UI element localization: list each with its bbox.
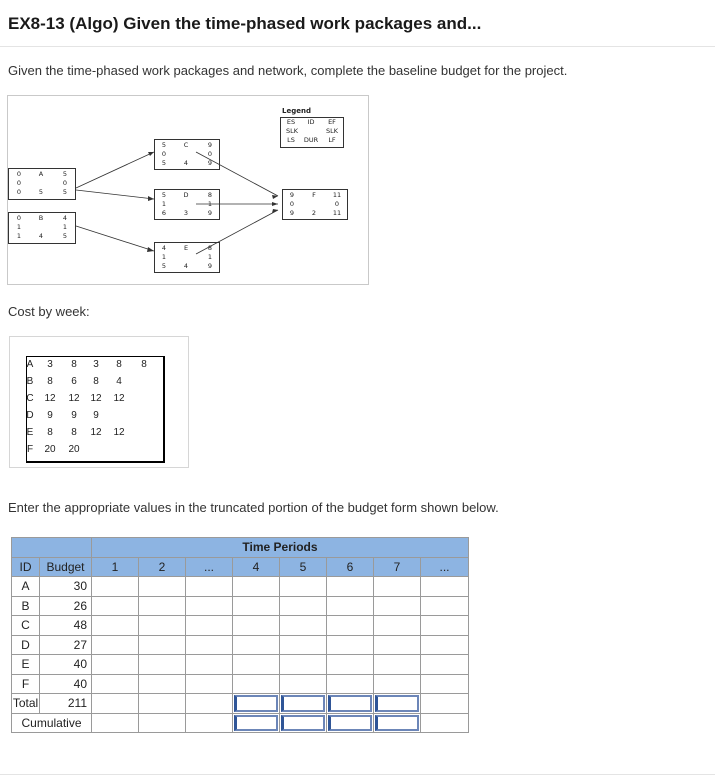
total-budget: 211 <box>40 694 92 714</box>
node-b-es: 0 <box>16 214 22 222</box>
table-row <box>12 655 469 675</box>
row-id: C <box>12 616 40 636</box>
node-f <box>282 189 348 220</box>
page-title: EX8-13 (Algo) Given the time-phased work packages and... <box>8 14 482 33</box>
legend-slk-right: SLK <box>325 127 338 135</box>
node-d-ls: 6 <box>161 209 167 217</box>
title-divider <box>0 46 715 47</box>
node-c-slk1: 0 <box>161 150 167 158</box>
node-b-ls: 1 <box>16 232 22 240</box>
cost-by-week-figure <box>9 336 189 468</box>
node-d-slk2: 1 <box>207 200 213 208</box>
node-a-dur: 5 <box>38 188 44 196</box>
total-period-5-input[interactable] <box>280 694 327 714</box>
node-a-id: A <box>38 170 44 178</box>
cumulative-label: Cumulative <box>12 713 92 733</box>
budget-header: Budget <box>40 557 92 577</box>
node-a-es: 0 <box>16 170 22 178</box>
table-row <box>12 674 469 694</box>
node-d-dur: 3 <box>183 209 189 217</box>
network-diagram <box>7 95 369 285</box>
node-c-lf: 9 <box>207 159 213 167</box>
node-b-ef: 4 <box>62 214 68 222</box>
legend-id: ID <box>307 118 315 126</box>
row-id: D <box>12 635 40 655</box>
cumulative-period-7-input[interactable] <box>374 713 421 733</box>
total-period-6-input[interactable] <box>327 694 374 714</box>
legend-dur: DUR <box>303 136 319 144</box>
node-e <box>154 242 220 273</box>
period-header-7: 7 <box>374 557 421 577</box>
row-budget: 40 <box>40 674 92 694</box>
node-a-slk2: 0 <box>62 179 68 187</box>
cost-by-week-label: Cost by week: <box>8 304 90 319</box>
arrow-a-c <box>76 152 154 188</box>
node-b-dur: 4 <box>38 232 44 240</box>
node-e-ls: 5 <box>161 262 167 270</box>
node-f-slk2: 0 <box>334 200 340 208</box>
node-c-dur: 4 <box>183 159 189 167</box>
node-e-id: E <box>183 244 189 252</box>
bottom-divider <box>0 774 715 775</box>
row-budget: 27 <box>40 635 92 655</box>
row-id: B <box>12 596 40 616</box>
period-header-5: 5 <box>280 557 327 577</box>
row-budget: 48 <box>40 616 92 636</box>
period-header-ellipsis: ... <box>186 557 233 577</box>
period-header-1: 1 <box>92 557 139 577</box>
node-e-slk2: 1 <box>207 253 213 261</box>
legend-ef: EF <box>328 118 336 126</box>
cumulative-row <box>12 713 469 733</box>
node-e-es: 4 <box>161 244 167 252</box>
node-b-slk1: 1 <box>16 223 22 231</box>
cumulative-period-4-input[interactable] <box>233 713 280 733</box>
total-period-7-input[interactable] <box>374 694 421 714</box>
legend-box <box>280 117 344 148</box>
row-id: A <box>12 577 40 597</box>
node-a <box>8 168 76 200</box>
node-f-ls: 9 <box>289 209 295 217</box>
legend-title: Legend <box>282 107 311 115</box>
question-prompt: Given the time-phased work packages and network, complete the baseline budget for the project. <box>8 63 568 78</box>
time-periods-header: Time Periods <box>92 538 469 558</box>
id-header: ID <box>12 557 40 577</box>
row-id: E <box>12 655 40 675</box>
node-c <box>154 139 220 170</box>
node-f-id: F <box>312 191 316 199</box>
row-id: F <box>12 674 40 694</box>
total-label: Total <box>12 694 40 714</box>
node-b-slk2: 1 <box>62 223 68 231</box>
header-row-columns <box>12 557 469 577</box>
node-d-slk1: 1 <box>161 200 167 208</box>
period-header-6: 6 <box>327 557 374 577</box>
cumulative-period-6-input[interactable] <box>327 713 374 733</box>
period-header-ellipsis-end: ... <box>421 557 469 577</box>
node-a-slk1: 0 <box>16 179 22 187</box>
total-period-4-input[interactable] <box>233 694 280 714</box>
node-d-es: 5 <box>161 191 167 199</box>
node-a-lf: 5 <box>62 188 68 196</box>
node-a-ls: 0 <box>16 188 22 196</box>
node-d-ef: 8 <box>207 191 213 199</box>
legend-ls: LS <box>287 136 295 144</box>
legend-slk-left: SLK <box>285 127 298 135</box>
cost-by-week-table: A 3 8 3 8 8 B 8 6 8 4 C 12 12 12 12 D 9 9 9 E 8 8 12 12 F 20 20 <box>26 356 165 463</box>
table-row <box>12 635 469 655</box>
node-f-ef: 11 <box>332 191 342 199</box>
node-c-ls: 5 <box>161 159 167 167</box>
node-c-ef: 9 <box>207 141 213 149</box>
node-b <box>8 212 76 244</box>
table-row <box>12 616 469 636</box>
legend-es: ES <box>286 118 296 126</box>
node-f-es: 9 <box>289 191 295 199</box>
node-b-id: B <box>38 214 44 222</box>
node-d-id: D <box>183 191 189 199</box>
node-a-ef: 5 <box>62 170 68 178</box>
header-row-time-periods <box>12 538 469 558</box>
table-row <box>12 577 469 597</box>
table-row <box>12 596 469 616</box>
row-budget: 26 <box>40 596 92 616</box>
node-f-dur: 2 <box>311 209 317 217</box>
total-row <box>12 694 469 714</box>
instructions: Enter the appropriate values in the truncated portion of the budget form shown below. <box>8 500 499 515</box>
cumulative-period-5-input[interactable] <box>280 713 327 733</box>
node-b-lf: 5 <box>62 232 68 240</box>
row-budget: 30 <box>40 577 92 597</box>
node-e-lf: 9 <box>207 262 213 270</box>
node-c-es: 5 <box>161 141 167 149</box>
node-f-lf: 11 <box>332 209 342 217</box>
node-c-id: C <box>183 141 189 149</box>
period-header-4: 4 <box>233 557 280 577</box>
node-d <box>154 189 220 220</box>
period-header-2: 2 <box>139 557 186 577</box>
budget-table <box>11 537 469 733</box>
node-e-ef: 8 <box>207 244 213 252</box>
node-d-lf: 9 <box>207 209 213 217</box>
node-c-slk2: 0 <box>207 150 213 158</box>
node-e-slk1: 1 <box>161 253 167 261</box>
node-e-dur: 4 <box>183 262 189 270</box>
row-budget: 40 <box>40 655 92 675</box>
arrow-b-e <box>76 226 154 251</box>
node-f-slk1: 0 <box>289 200 295 208</box>
arrow-a-d <box>76 190 154 199</box>
legend-lf: LF <box>328 136 336 144</box>
